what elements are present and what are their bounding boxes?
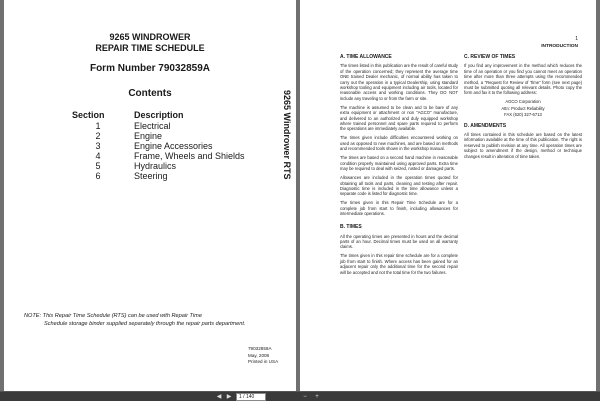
section-heading: B. TIMES [340, 224, 362, 231]
toc-section-number: 4 [95, 151, 101, 161]
page-number-input[interactable] [236, 393, 266, 401]
section-heading: A. TIME ALLOWANCE [340, 54, 392, 60]
address-line: FAX (620) 327-6713 [504, 112, 542, 118]
description-column-header: Description [134, 110, 184, 120]
page-introduction [300, 0, 596, 391]
paragraph: The times given include difficulties encountered working on used as opposed to new machines, and are based on methods and recommended tools shown in the workshop manual. [340, 135, 458, 152]
footer-code: 79032859A [248, 346, 272, 351]
paragraph: The times given in this Repair Time Schedule are for a complete job from start to finish, including allowances for intermediate operations. [340, 200, 458, 217]
next-page-icon[interactable]: ▶ [226, 394, 232, 400]
paragraph: All the operating times are presented in hours and the decimal parts of an hour. Decimal times must be used on all warranty claims. [340, 233, 458, 250]
toc-description: Electrical [134, 121, 171, 131]
zoom-in-icon[interactable]: + [315, 394, 319, 400]
form-number: Form Number 79032859A [89, 63, 211, 74]
toc-description: Steering [134, 171, 168, 181]
toc-section-number: 6 [95, 171, 101, 181]
section-heading: D. AMENDMENTS [464, 122, 507, 129]
page-header: INTRODUCTION [541, 44, 578, 49]
toc-description: Frame, Wheels and Shields [134, 151, 245, 161]
paragraph: The machine is assumed to be clean and to be bare of any extra equipment or attachment or non "AGCO" manufacture, and delivered to an authorized and duly equipped workshop where trained personnel and spare parts required to perform the operations are immediately available. [340, 104, 458, 132]
document-title: 9265 WINDROWER [109, 32, 191, 42]
text-column-right [464, 55, 582, 163]
previous-page-icon[interactable]: ◀ [216, 394, 222, 400]
note-line: Schedule storage binder supplied separately through the repair parts department. [44, 321, 246, 327]
contents-heading: Contents [128, 88, 172, 99]
paragraph: Allowances are included in the operation times quoted for obtaining all tools and parts, cleaning and testing after repair. Diagnostic time is included in the time allowance unless a separate code is listed for diagnostic time. [340, 175, 458, 197]
spine-label: 9265 Windrower RTS [282, 90, 292, 180]
toc-section-number: 5 [95, 161, 101, 171]
address-line: Attn: Product Reliability [501, 105, 545, 111]
paragraph: All times contained in this schedule are based on the latest information available at the time of this publication. The right is reserved to publish revision at any time. All operation times are subject to amendment if the design, method or technique changes result in alteration of time taken. [464, 132, 582, 159]
toc-section-number: 3 [95, 141, 101, 151]
note [24, 312, 294, 328]
toc-section-number: 1 [95, 121, 101, 131]
address-line: AGCO Corporation [505, 99, 541, 105]
section-heading: C. REVIEW OF TIMES [464, 54, 516, 60]
toc-description: Hydraulics [134, 161, 177, 171]
paragraph: The times listed in this publication are the result of careful study of the operation concerned; they represent the average time ONE trained Dealer mechanic, of normal ability has taken to carry out the operation in a typical Dealership, using standard workshop tooling and equipment including air tools, located for reasonable access and working conditions. They DO NOT include any traveling to or from the farm or site. [340, 63, 458, 101]
section-column-header: Section [72, 110, 105, 120]
paragraph: The times given in this repair time schedule are for a complete job from start to finish. Where access has been gained for an adjacent repair only the additional time for the second repair will be accepted and not the total time for the two failures. [340, 253, 458, 275]
page-number: 1 [575, 36, 578, 42]
footer-date: May, 2008 [248, 352, 270, 358]
text-column-left [340, 55, 458, 279]
footer-printed: Printed in USA [248, 359, 279, 364]
paragraph: The times are based on a second hand machine in reasonable condition properly maintained using approved parts. Extra time may be required to deal with seized, rusted or damaged parts. [340, 155, 458, 172]
toc-row [4, 171, 296, 182]
document-subtitle: REPAIR TIME SCHEDULE [95, 43, 205, 53]
toc-description: Engine [134, 131, 163, 141]
paragraph: If you find any improvement in the method which reduces the time of an operation or you find you cannot meet an operation time after more than three attempts using the recommended method, a "Request for Review of Time" form (see next page) must be submitted quoting all relevant details. Photo copy the form and fax it to the following address: [464, 63, 582, 96]
page-cover [4, 0, 296, 391]
viewer-toolbar [0, 391, 600, 401]
note-line: NOTE: This Repair Time Schedule (RTS) can be used with Repair Time [24, 313, 202, 319]
toc-description: Engine Accessories [134, 141, 213, 151]
cover-footer [248, 346, 278, 366]
zoom-out-icon[interactable]: − [303, 394, 307, 400]
toc-section-number: 2 [95, 131, 101, 141]
